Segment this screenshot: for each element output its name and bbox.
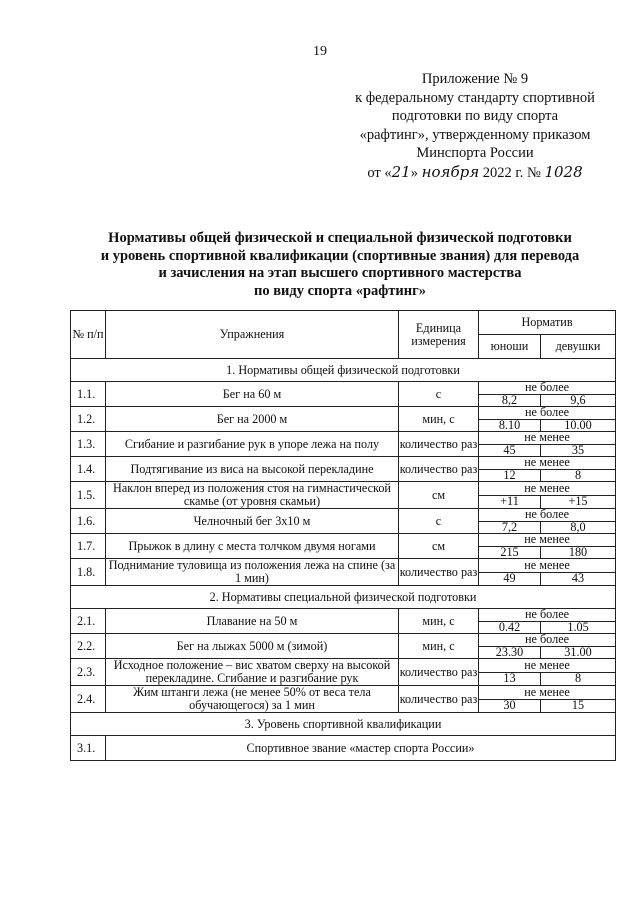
unit-cell: см: [399, 482, 479, 509]
header-girls: девушки: [541, 335, 616, 359]
norm-condition: не менее: [479, 457, 616, 470]
handwritten-day: 21: [391, 162, 411, 181]
boys-value: +11: [479, 495, 541, 509]
unit-cell: мин, с: [399, 634, 479, 659]
header-norm: Норматив: [479, 311, 616, 335]
row-number: 2.3.: [71, 659, 106, 686]
norm-condition: не более: [479, 509, 616, 522]
unit-cell: количество раз: [399, 432, 479, 457]
norm-condition: не менее: [479, 559, 616, 573]
exercise-cell: Поднимание туловища из положения лежа на спине (за 1 мин): [106, 559, 399, 586]
header-number: № п/п: [71, 311, 106, 359]
norm-condition: не менее: [479, 659, 616, 673]
order-date-line: от «21» ноября 2022 г. № 1028: [367, 162, 583, 181]
girls-value: 1.05: [541, 621, 616, 634]
girls-value: 8: [541, 672, 616, 686]
row-number: 2.4.: [71, 686, 106, 713]
appendix-line: подготовки по виду спорта: [391, 108, 559, 125]
boys-value: 23.30: [479, 646, 541, 659]
norm-condition: не более: [479, 382, 616, 395]
girls-value: 31.00: [541, 646, 616, 659]
exercise-cell: Исходное положение – вис хватом сверху на высокой перекладине. Сгибание и разгибание рук: [106, 659, 399, 686]
page-number: 19: [313, 44, 327, 59]
girls-value: 15: [541, 699, 616, 713]
header-unit: Единица измерения: [399, 311, 479, 359]
header-boys: юноши: [479, 335, 541, 359]
girls-value: 35: [541, 444, 616, 457]
standards-table: [70, 310, 616, 761]
boys-value: 49: [479, 572, 541, 586]
girls-value: 8,0: [541, 521, 616, 534]
girls-value: 9,6: [541, 394, 616, 407]
row-number: 1.3.: [71, 432, 106, 457]
exercise-cell: Подтягивание из виса на высокой перекладине: [106, 457, 399, 482]
row-number: 1.1.: [71, 382, 106, 407]
row-number: 1.8.: [71, 559, 106, 586]
row-number: 1.7.: [71, 534, 106, 559]
girls-value: 10.00: [541, 419, 616, 432]
boys-value: 13: [479, 672, 541, 686]
boys-value: 7,2: [479, 521, 541, 534]
exercise-cell: Бег на 60 м: [106, 382, 399, 407]
unit-cell: количество раз: [399, 559, 479, 586]
exercise-cell: Челночный бег 3х10 м: [106, 509, 399, 534]
row-number: 2.2.: [71, 634, 106, 659]
handwritten-month: ноября: [421, 162, 480, 181]
boys-value: 12: [479, 469, 541, 482]
unit-cell: мин, с: [399, 609, 479, 634]
unit-cell: с: [399, 509, 479, 534]
exercise-cell: Прыжок в длину с места толчком двумя ногами: [106, 534, 399, 559]
boys-value: 0.42: [479, 621, 541, 634]
row-number: 1.5.: [71, 482, 106, 509]
header-exercise: Упражнения: [106, 311, 399, 359]
appendix-line: Приложение № 9: [421, 71, 529, 87]
exercise-cell: Плавание на 50 м: [106, 609, 399, 634]
exercise-cell: Наклон вперед из положения стоя на гимнастической скамье (от уровня скамьи): [106, 482, 399, 509]
handwritten-order-number: 1028: [544, 162, 583, 181]
unit-cell: с: [399, 382, 479, 407]
row-number: 1.4.: [71, 457, 106, 482]
appendix-header: [330, 70, 620, 183]
norm-condition: не более: [479, 407, 616, 420]
row-number: 1.6.: [71, 509, 106, 534]
norm-condition: не менее: [479, 432, 616, 445]
document-title: Нормативы общей физической и специальной физической подготовки и уровень спортивной квалификации (спортивные звания) для перевода и зачисления на этап высшего спортивного мастерства по виду спорта «рафтинг»: [100, 230, 580, 299]
appendix-line: Минспорта России: [416, 145, 534, 162]
boys-value: 8,2: [479, 394, 541, 407]
unit-cell: количество раз: [399, 457, 479, 482]
boys-value: 8.10: [479, 419, 541, 432]
norm-condition: не менее: [479, 534, 616, 547]
boys-value: 45: [479, 444, 541, 457]
norm-condition: не более: [479, 634, 616, 647]
unit-cell: мин, с: [399, 407, 479, 432]
boys-value: 30: [479, 699, 541, 713]
sport-title-cell: Спортивное звание «мастер спорта России»: [106, 736, 616, 761]
section-heading: 3. Уровень спортивной квалификации: [71, 713, 616, 736]
girls-value: 43: [541, 572, 616, 586]
norm-condition: не более: [479, 609, 616, 622]
boys-value: 215: [479, 546, 541, 559]
appendix-line: «рафтинг», утвержденному приказом: [359, 126, 591, 143]
appendix-line: к федеральному стандарту спортивной: [355, 89, 595, 106]
exercise-cell: Сгибание и разгибание рук в упоре лежа на полу: [106, 432, 399, 457]
norm-condition: не менее: [479, 686, 616, 700]
girls-value: +15: [541, 495, 616, 509]
unit-cell: количество раз: [399, 659, 479, 686]
exercise-cell: Бег на 2000 м: [106, 407, 399, 432]
section-heading: 2. Нормативы специальной физической подготовки: [71, 586, 616, 609]
exercise-cell: Бег на лыжах 5000 м (зимой): [106, 634, 399, 659]
row-number: 3.1.: [71, 736, 106, 761]
unit-cell: см: [399, 534, 479, 559]
exercise-cell: Жим штанги лежа (не менее 50% от веса тела обучающегося) за 1 мин: [106, 686, 399, 713]
row-number: 1.2.: [71, 407, 106, 432]
row-number: 2.1.: [71, 609, 106, 634]
norm-condition: не менее: [479, 482, 616, 496]
girls-value: 180: [541, 546, 616, 559]
girls-value: 8: [541, 469, 616, 482]
unit-cell: количество раз: [399, 686, 479, 713]
section-heading: 1. Нормативы общей физической подготовки: [71, 359, 616, 382]
